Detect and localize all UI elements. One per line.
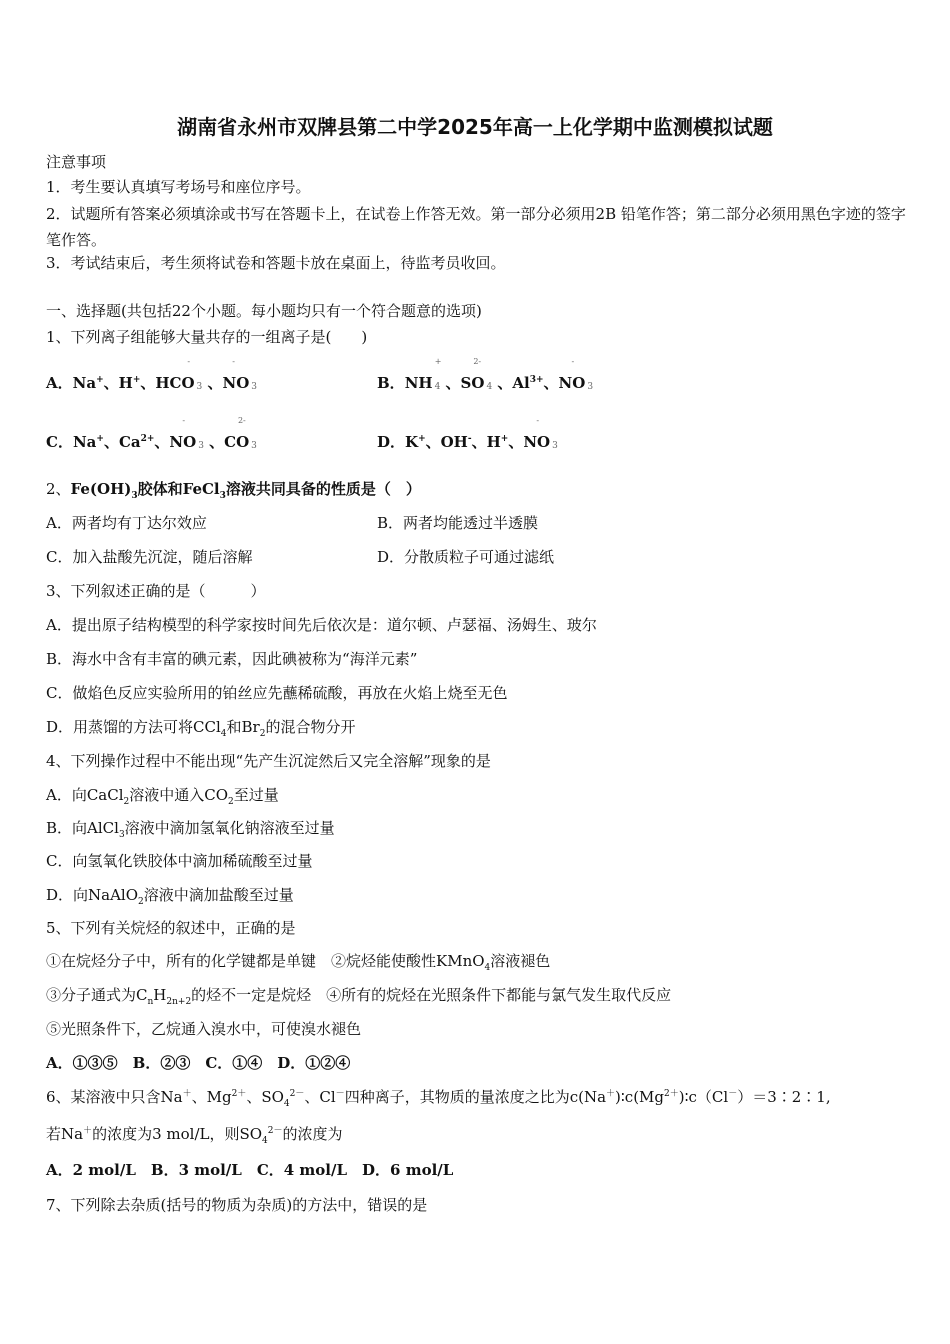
- option-text: 溶液中通入CO: [129, 786, 229, 804]
- ion-no3: [202, 357, 258, 392]
- notice-item-1: 1．考生要认真填写考场号和座位序号。: [46, 178, 311, 196]
- statement-text: H: [153, 986, 167, 1004]
- subscript: n: [147, 997, 154, 1007]
- option-label: C．: [46, 433, 73, 451]
- q5-options: A．①③⑤ B．②③ C．①④ D．①②④: [46, 1054, 351, 1072]
- stem-text: 胶体和FeCl: [137, 480, 220, 498]
- ion-subscript: 4: [434, 382, 441, 392]
- statement-text: 的烃不一定是烷烃 ④所有的烷烃在光照条件下都能与氯气发生取代反应: [191, 986, 672, 1004]
- q1-option-b: [377, 357, 594, 397]
- superscript: 2－: [289, 1089, 305, 1099]
- q2-option-d: D．分散质粒子可通过滤纸: [377, 548, 555, 566]
- ion-charge: -: [536, 416, 540, 425]
- subscript: 2: [138, 897, 144, 907]
- superscript: 2＋: [231, 1089, 247, 1099]
- ion-text: 、SO: [440, 374, 485, 392]
- statement-text: ③分子通式为C: [46, 986, 148, 1004]
- subscript: 4: [484, 963, 491, 973]
- ion-charge: 2-: [473, 357, 482, 366]
- subscript: 4: [220, 729, 227, 739]
- ion-text: 、CO: [203, 433, 250, 451]
- q2-option-b: B．两者均能透过半透膜: [377, 514, 539, 532]
- q3-option-b: B．海水中含有丰富的碘元素，因此碘被称为“海洋元素”: [46, 650, 418, 668]
- ion-subscript: 3: [251, 382, 258, 392]
- ion-text: 、NO: [508, 433, 551, 451]
- q2-option-a: A．两者均有丁达尔效应: [46, 514, 207, 532]
- ion-charge: -: [187, 357, 191, 366]
- subscript: 3: [131, 491, 138, 501]
- stem-text: Fe(OH): [70, 480, 132, 498]
- ion-charge: -: [232, 357, 235, 366]
- ion-text: Na: [72, 374, 97, 392]
- q7-stem: 7、下列除去杂质(括号的物质为杂质)的方法中，错误的是: [46, 1196, 428, 1214]
- q1-option-c: [46, 416, 257, 456]
- q4-option-c: C．向氢氧化铁胶体中滴加稀硫酸至过量: [46, 852, 313, 870]
- subscript: 2: [228, 797, 234, 807]
- stem-text: )∶c(Mg: [615, 1088, 665, 1106]
- option-text: A．向CaCl: [46, 786, 124, 804]
- ion-so4: [440, 357, 493, 392]
- ion-subscript: 3: [587, 382, 594, 392]
- ion-subscript: 3: [196, 382, 203, 392]
- q6-stem-line-2: [46, 1124, 343, 1144]
- stem-text: 的浓度为: [282, 1125, 343, 1143]
- q1-stem: 1、下列离子组能够大量共存的一组离子是( ): [46, 328, 368, 346]
- superscript: ＋: [182, 1089, 192, 1099]
- ion-text: 、H: [103, 374, 133, 392]
- ion-charge: +: [96, 434, 104, 444]
- q3-stem: 3、下列叙述正确的是（ ）: [46, 582, 266, 600]
- ion-text: 、Al: [492, 374, 530, 392]
- ion-no3: [508, 416, 558, 451]
- ion-charge: -: [571, 357, 575, 366]
- question-number: 2、: [46, 480, 71, 498]
- notice-item-3: 3．考试结束后，考生须将试卷和答题卡放在桌面上，待监考员收回。: [46, 254, 506, 272]
- q4-option-a: [46, 785, 279, 805]
- ion-text: 、NO: [202, 374, 250, 392]
- notice-item-2: 2．试题所有答案必须填涂或书写在答题卡上，在试卷上作答无效。第一部分必须用2B 铅笔作答；第二部分必须用黑色字迹的签字笔作答。: [46, 205, 906, 249]
- ion-no3: [543, 357, 594, 392]
- option-text: B．向AlCl: [46, 819, 119, 837]
- ion-charge: -: [467, 434, 472, 444]
- q5-statement-line-2: [46, 985, 671, 1005]
- ion-charge: -: [182, 416, 186, 425]
- option-text: D．向NaAlO: [46, 886, 139, 904]
- ion-text: K: [405, 433, 419, 451]
- stem-text: 6、某溶液中只含Na: [46, 1088, 183, 1106]
- option-label: A．: [46, 374, 73, 392]
- q2-option-c: C．加入盐酸先沉淀，随后溶解: [46, 548, 253, 566]
- ion-text: 、HCO: [140, 374, 195, 392]
- ion-charge: 2-: [237, 416, 246, 425]
- ion-subscript: 3: [251, 441, 257, 451]
- q5-statement-line-1: [46, 951, 550, 971]
- ion-text: 、H: [471, 433, 501, 451]
- ion-charge: 2+: [140, 434, 155, 444]
- ion-charge: 3+: [529, 375, 544, 385]
- superscript: 2＋: [664, 1089, 679, 1099]
- ion-charge: +: [132, 375, 141, 385]
- ion-text: 、NO: [154, 433, 197, 451]
- stem-text: 、Mg: [191, 1088, 232, 1106]
- statement-text: 溶液褪色: [490, 952, 551, 970]
- ion-text: 、OH: [425, 433, 468, 451]
- page-title: 湖南省永州市双牌县第二中学2025年高一上化学期中监测模拟试题: [177, 115, 773, 139]
- ion-hco3: [140, 357, 203, 392]
- superscript: －: [728, 1089, 738, 1099]
- option-label: D．: [377, 433, 406, 451]
- ion-subscript: 3: [552, 441, 558, 451]
- ion-charge: +: [500, 434, 509, 444]
- notice-heading: 注意事项: [46, 153, 107, 171]
- q3-option-c: C．做焰色反应实验所用的铂丝应先蘸稀硫酸，再放在火焰上烧至无色: [46, 684, 508, 702]
- superscript: ＋: [83, 1126, 93, 1136]
- q4-option-b: [46, 818, 335, 838]
- subscript: 4: [283, 1099, 290, 1109]
- ion-subscript: 3: [198, 441, 204, 451]
- ion-charge: +: [434, 357, 442, 366]
- ion-text: 、Ca: [103, 433, 141, 451]
- option-text: 和Br: [226, 718, 260, 736]
- stem-text: 四种离子，其物质的量浓度之比为c(Na: [344, 1088, 607, 1106]
- q4-option-d: [46, 885, 294, 905]
- ion-charge: +: [418, 434, 426, 444]
- ion-subscript: 4: [486, 382, 493, 392]
- ion-text: Na: [72, 433, 97, 451]
- subscript: 3: [118, 830, 125, 840]
- section-heading: 一、选择题(共包括22个小题。每小题均只有一个符合题意的选项): [46, 302, 482, 320]
- option-text: 溶液中滴加氢氧化钠溶液至过量: [124, 819, 335, 837]
- ion-nh4: [404, 357, 442, 392]
- q5-statement-line-3: ⑤光照条件下，乙烷通入溴水中，可使溴水褪色: [46, 1020, 362, 1038]
- statement-text: ①在烷烃分子中，所有的化学键都是单键 ②烷烃能使酸性KMnO: [46, 952, 485, 970]
- q6-stem-line-1: [46, 1087, 831, 1107]
- subscript: 2: [123, 797, 130, 807]
- q1-option-d: [377, 416, 558, 456]
- subscript: 2n+2: [166, 997, 192, 1007]
- subscript: 2: [259, 729, 266, 739]
- stem-text: )∶c（Cl: [678, 1088, 729, 1106]
- subscript: 4: [262, 1136, 268, 1146]
- q6-options: A．2 mol/L B．3 mol/L C．4 mol/L D．6 mol/L: [46, 1161, 454, 1179]
- q1-option-a: [46, 357, 258, 397]
- q2-stem: [46, 479, 421, 499]
- option-label: B．: [377, 374, 405, 392]
- superscript: －: [335, 1089, 345, 1099]
- stem-text: 、SO: [246, 1088, 284, 1106]
- option-text: 的混合物分开: [265, 718, 356, 736]
- q5-stem: 5、下列有关烷烃的叙述中，正确的是: [46, 919, 296, 937]
- stem-text: 若Na: [46, 1125, 84, 1143]
- q4-stem: 4、下列操作过程中不能出现“先产生沉淀然后又完全溶解”现象的是: [46, 752, 491, 770]
- q3-option-d: [46, 717, 355, 737]
- ion-charge: +: [96, 375, 104, 385]
- option-text: 至过量: [233, 786, 279, 804]
- ion-text: NH: [404, 374, 433, 392]
- option-text: 溶液中滴加盐酸至过量: [143, 886, 294, 904]
- superscript: 2－: [267, 1126, 283, 1136]
- option-text: D．用蒸馏的方法可将CCl: [46, 718, 221, 736]
- ion-no3: [154, 416, 204, 451]
- ion-text: 、NO: [543, 374, 586, 392]
- q3-option-a: A．提出原子结构模型的科学家按时间先后依次是：道尔顿、卢瑟福、汤姆生、玻尔: [46, 616, 597, 634]
- stem-text: 的浓度为3 mol/L，则SO: [92, 1125, 263, 1143]
- stem-text: 、Cl: [304, 1088, 336, 1106]
- stem-text: 溶液共同具备的性质是（ ）: [225, 480, 421, 498]
- ion-co3: [203, 416, 257, 451]
- subscript: 3: [219, 491, 226, 501]
- superscript: ＋: [606, 1089, 616, 1099]
- stem-text: ）＝3∶2∶1,: [737, 1088, 831, 1106]
